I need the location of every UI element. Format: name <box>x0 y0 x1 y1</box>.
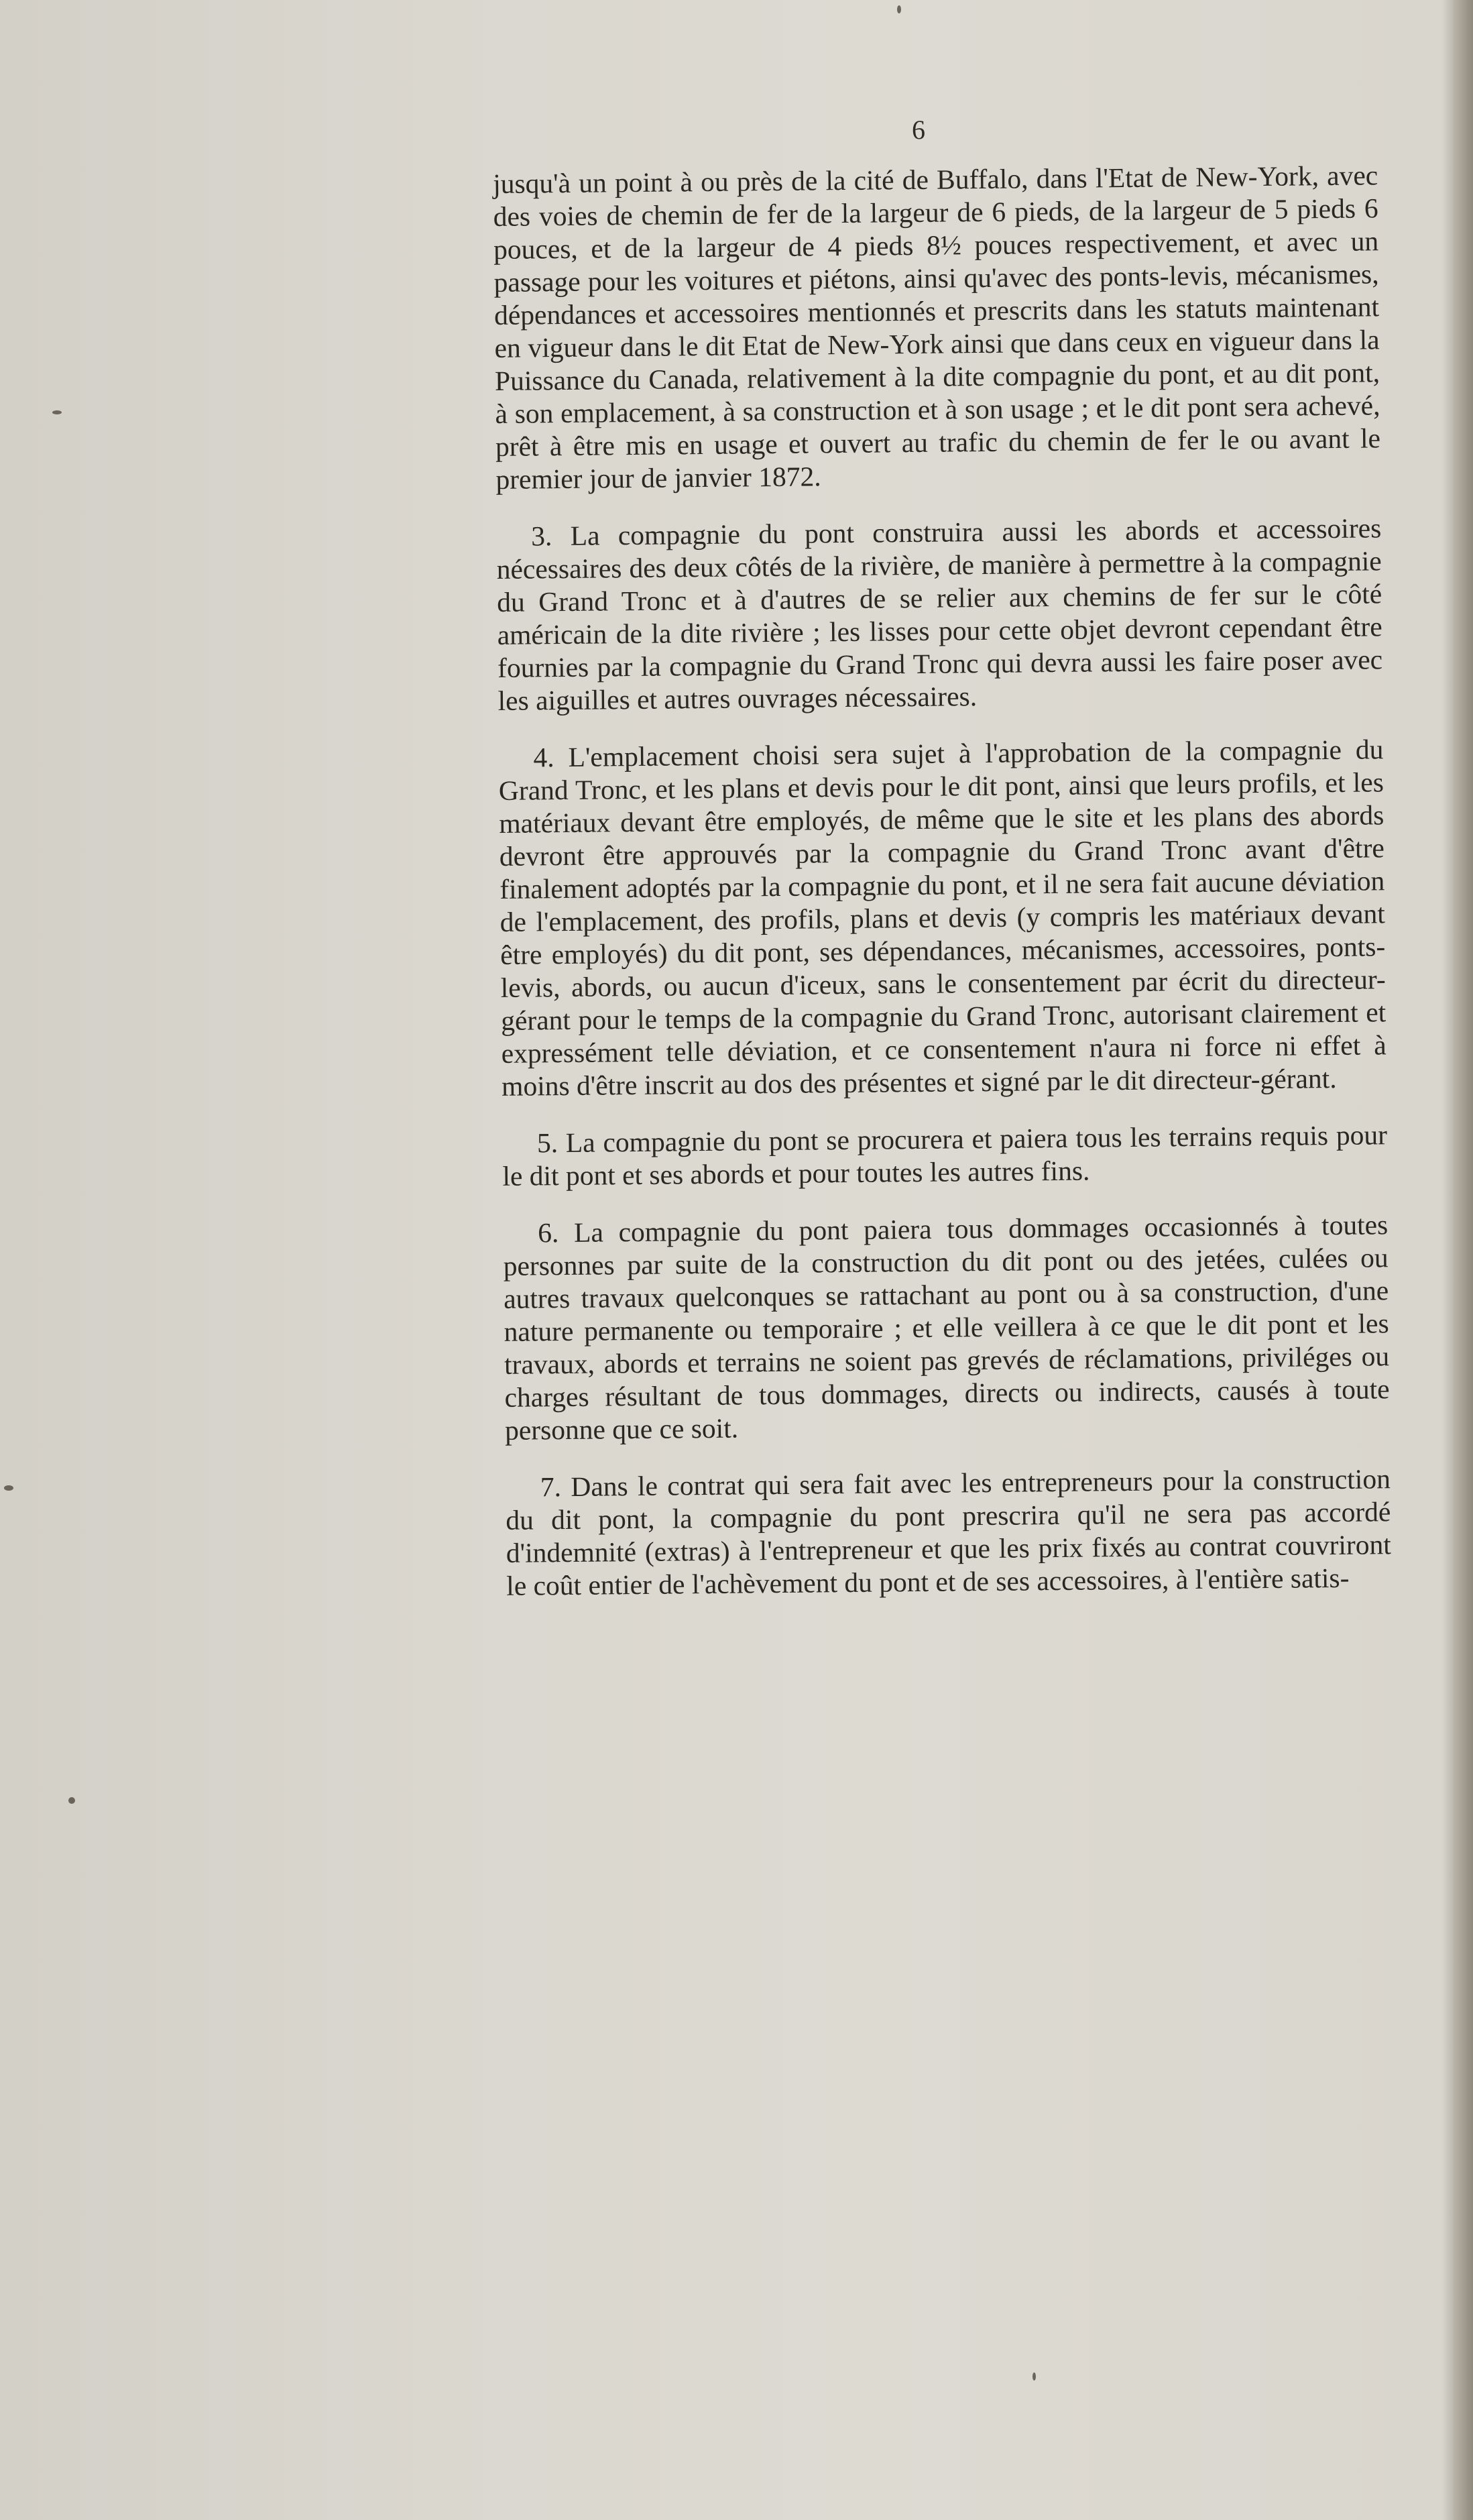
body-text <box>493 159 1392 1627</box>
page-number: 6 <box>912 115 925 145</box>
page-fold-shadow <box>1441 0 1454 2520</box>
paper-speck <box>897 5 901 13</box>
paper-speck <box>4 1485 13 1491</box>
paragraph-article-4: 4. L'emplacement choisi sera sujet à l'approbation de la compagnie du Grand Tronc, et les plans et devis pour le dit pont, ainsi que leurs profils, et les matériaux devant être employés, de même que le site et les plans des abords devront être approuvés par la compagnie du Grand Tronc avant d'être finalement adoptés par la compagnie du pont, et il ne sera fait aucune déviation de l'emplacement, des profils, plans et devis (y compris les matériaux devant être employés) du dit pont, ses dépendances, mécanismes, accessoires, ponts-levis, abords, ou aucun d'iceux, sans le consentement par écrit du directeur-gérant pour le temps de la compagnie du Grand Tronc, autorisant clairement et expressément telle déviation, et ce consentement n'aura ni force ni effet à moins d'être inscrit au dos des présentes et signé par le dit directeur-gérant. <box>498 734 1387 1102</box>
paragraph-article-3: 3. La compagnie du pont construira aussi les abords et accessoires nécessaires des deux côtés de la rivière, de manière à permettre à la compagnie du Grand Tronc et à d'autres de se relier aux chemins de fer sur le côté américain de la dite rivière ; les lisses pour cette objet devront cependant être fournies par la compagnie du Grand Tronc qui devra aussi les faire poser avec les aiguilles et autres ouvrages nécessaires. <box>496 512 1383 716</box>
paragraph-article-6: 6. La compagnie du pont paiera tous dommages occasionnés à toutes personnes par suite de la construction du dit pont ou des jetées, culées ou autres travaux quelconques se rattachant au pont ou à sa construction, d'une nature permanente ou temporaire ; et elle veillera à ce que le dit pont et les travaux, abords et terrains ne soient pas grevés de réclamations, priviléges ou charges résultant de tous dommages, directs ou indirects, causés à toute personne que ce soit. <box>503 1209 1390 1446</box>
paper-speck <box>1033 2372 1036 2381</box>
paragraph-article-7: 7. Dans le contrat qui sera fait avec les entrepreneurs pour la construction du dit pont, la compagnie du pont prescrira qu'il ne sera pas accordé d'indemnité (extras) à l'entrepreneur et que les prix fixés au contrat couvriront le coût entier de l'achèvement du pont et de ses accessoires, à l'entière satis- <box>506 1463 1391 1601</box>
page-edge <box>1454 0 1473 2520</box>
paragraph-continuation: jusqu'à un point à ou près de la cité de Buffalo, dans l'Etat de New-York, avec des voies de chemin de fer de la largeur de 6 pieds, de la largeur de 5 pieds 6 pouces, et de la largeur de 4 pieds 8½ pouces respectivement, et avec un passage pour les voitures et piétons, ainsi qu'avec des ponts-levis, mécanismes, dépendances et accessoires mentionnés et prescrits dans les statuts maintenant en vigueur dans le dit Etat de New-York ainsi que dans ceux en vigueur dans la Puissance du Canada, relativement à la dite compagnie du pont, et au dit pont, à son emplacement, à sa construction et à son usage ; et le dit pont sera achevé, prêt à être mis en usage et ouvert au trafic du chemin de fer le ou avant le premier jour de janvier 1872. <box>493 160 1381 495</box>
paragraph-article-5: 5. La compagnie du pont se procurera et paiera tous les terrains requis pour le dit pont et ses abords et pour toutes les autres fins. <box>502 1119 1388 1192</box>
paper-speck <box>68 1797 75 1804</box>
paper-speck <box>52 410 62 414</box>
